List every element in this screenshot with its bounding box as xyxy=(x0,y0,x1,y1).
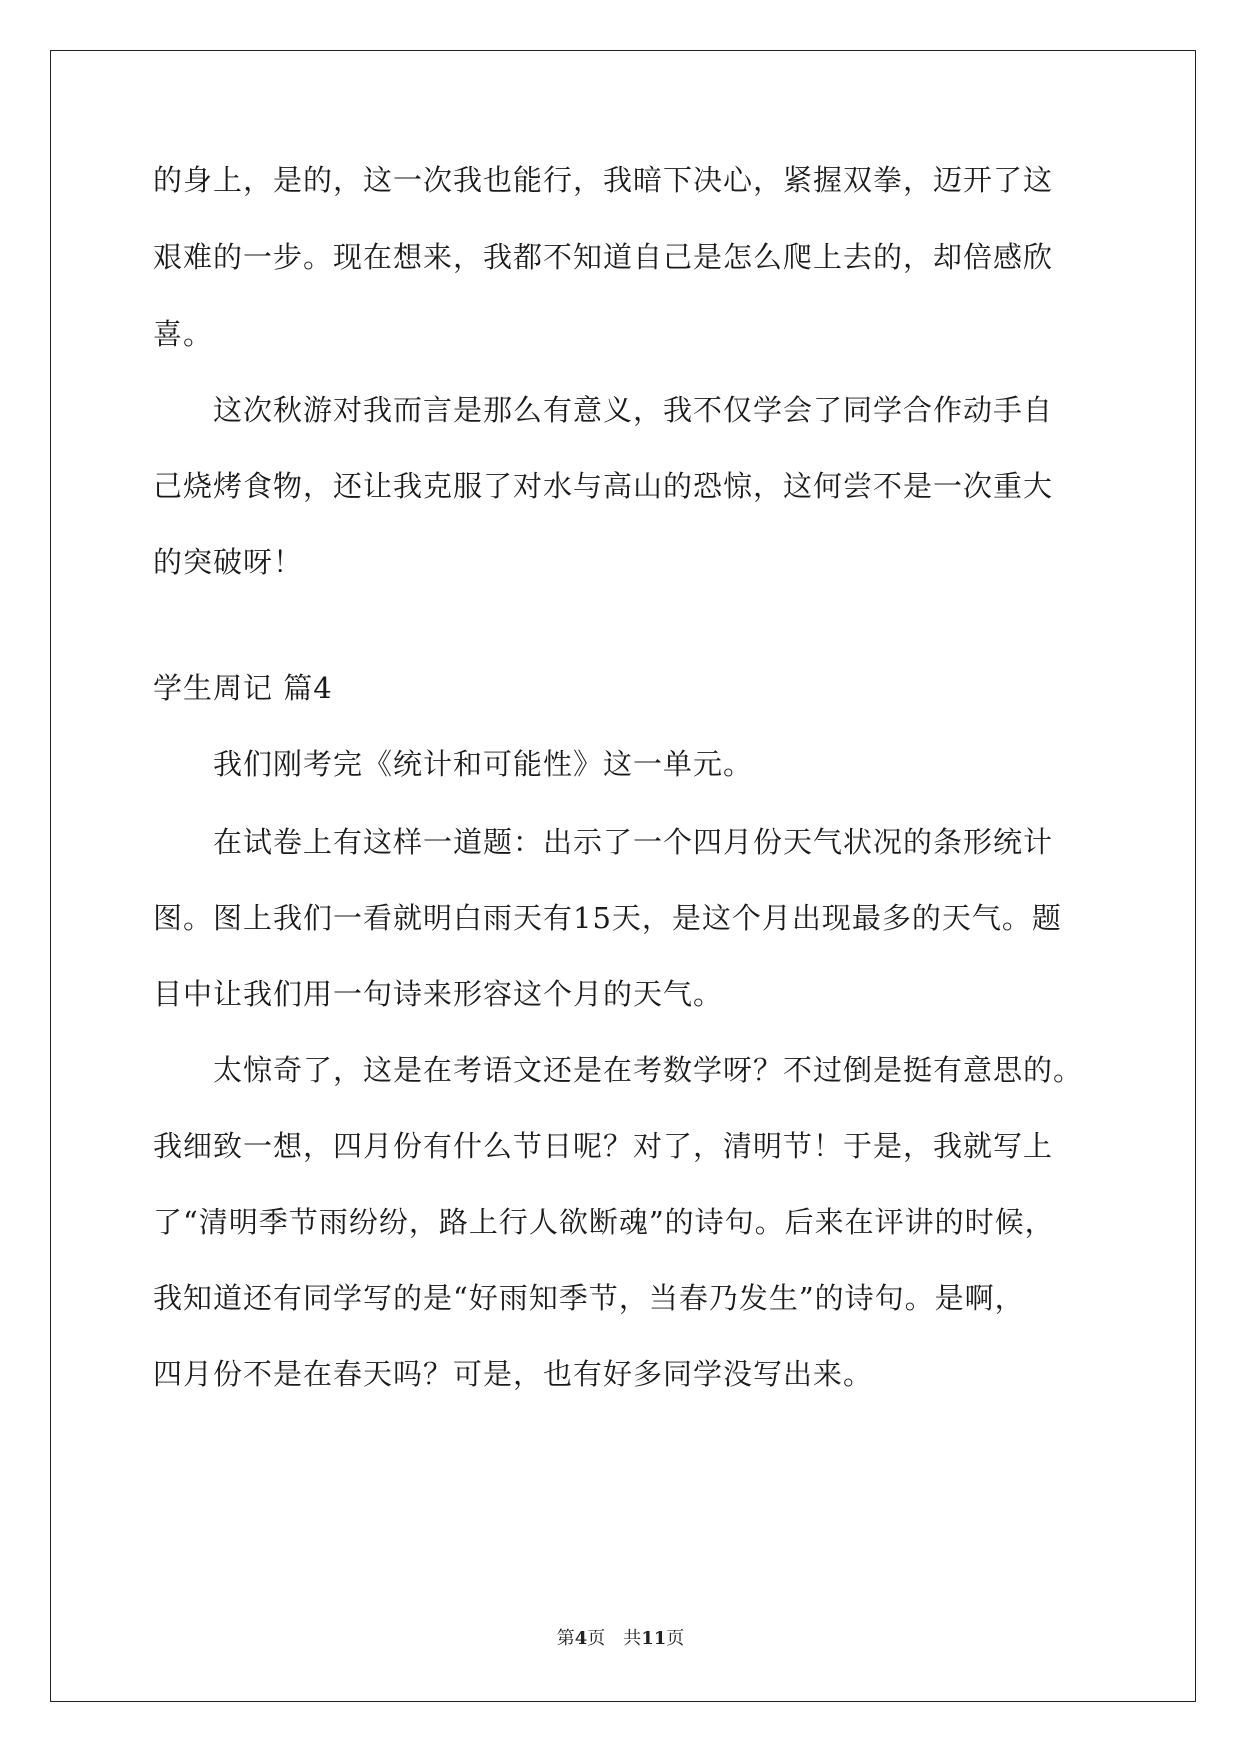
text-line: 太惊奇了，这是在考语文还是在考数学呀？不过倒是挺有意思的。 xyxy=(153,1053,1084,1087)
footer-middle: 页 共 xyxy=(587,1628,642,1649)
text-line: 图。图上我们一看就明白雨天有15天，是这个月出现最多的天气。题 xyxy=(153,901,1062,935)
text-line: 这次秋游对我而言是那么有意义，我不仅学会了同学合作动手自 xyxy=(153,393,1054,427)
section-heading: 学生周记 篇4 xyxy=(153,671,333,705)
text-line: 我们刚考完《统计和可能性》这一单元。 xyxy=(153,747,754,781)
text-line: 四月份不是在春天吗？可是，也有好多同学没写出来。 xyxy=(153,1357,874,1391)
total-page-count: 11 xyxy=(641,1628,667,1649)
page-footer xyxy=(0,1624,1241,1650)
text-line: 己烧烤食物，还让我克服了对水与高山的恐惊，这何尝不是一次重大 xyxy=(153,469,1054,503)
text-line: 我知道还有同学写的是“好雨知季节，当春乃发生”的诗句。是啊， xyxy=(153,1281,1025,1315)
footer-prefix: 第 xyxy=(556,1628,575,1649)
text-line: 的突破呀！ xyxy=(153,545,304,579)
text-line: 了“清明季节雨纷纷，路上行人欲断魂”的诗句。后来在评讲的时候， xyxy=(153,1205,1055,1239)
text-line: 艰难的一步。现在想来，我都不知道自己是怎么爬上去的，却倍感欣 xyxy=(153,240,1054,274)
text-line: 我细致一想，四月份有什么节日呢？对了，清明节！于是，我就写上 xyxy=(153,1129,1054,1163)
text-line: 在试卷上有这样一道题：出示了一个四月份天气状况的条形统计 xyxy=(153,825,1054,859)
text-line: 的身上，是的，这一次我也能行，我暗下决心，紧握双拳，迈开了这 xyxy=(153,163,1054,197)
page-border xyxy=(50,50,1196,1702)
text-line: 目中让我们用一句诗来形容这个月的天气。 xyxy=(153,977,724,1011)
text-line: 喜。 xyxy=(153,317,214,351)
current-page-number: 4 xyxy=(574,1628,588,1649)
footer-suffix: 页 xyxy=(666,1628,685,1649)
